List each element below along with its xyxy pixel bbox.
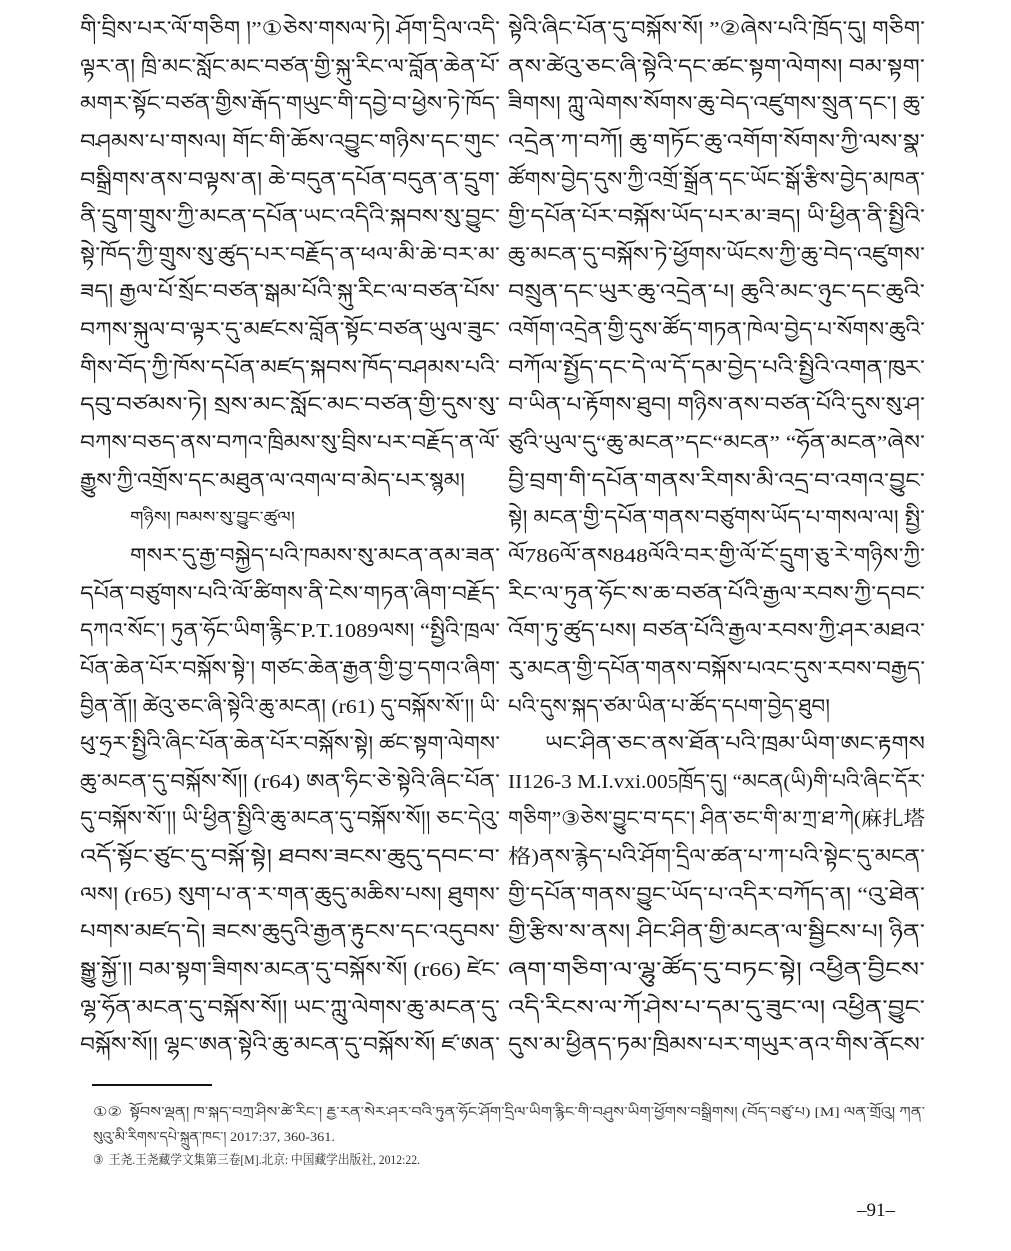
text-line-content: བཀོལ་སྤྱོད་དང་དེ་ལ་དོ་དམ་བྱེད་པའི་སྤྱིའི་འགན་ཁུར་ <box>508 356 925 379</box>
text-line <box>508 538 925 576</box>
text-line <box>508 764 925 802</box>
text-line-content: བ་ཡིན་པ་རྟོགས་ཐུབ། གཉིས་ནས་བཙན་པོའི་དུས་སུ་ཤ་ <box>508 394 925 417</box>
text-line <box>508 651 925 689</box>
text-line-content: དུ་བསྐོས་སོ་།། ཡི་ཕྱིན་སྤྱིའི་ཆུ་མངན་དུ་བསྐོས་སོ།། ཅང་དེའུ་ <box>80 808 500 831</box>
text-line <box>508 350 925 388</box>
text-line-content: སྒྱུ་སྐྱོ་།། བམ་སྟག་ཟིགས་མངན་དུ་བསྐོས་སོ། (r66) ཛེང་ <box>80 959 500 982</box>
text-line <box>508 124 925 162</box>
section-heading <box>130 500 295 538</box>
text-line-content: འདྲེན་ཀ་བཀོ། ཆུ་གཏོང་ཆུ་འགོག་སོགས་ཀྱི་ལས་སྣ་ <box>508 130 925 153</box>
text-line-content: ཟད། རྒྱལ་པོ་སྲོང་བཙན་སྒམ་པོའི་སྐུ་རིང་ལ་བཙན་པོས་ <box>80 281 500 304</box>
text-line-content: རྒྱུས་ཀྱི་འགྲོས་དང་མཐུན་ལ་འགལ་བ་མེད་པར་སྙམ། <box>80 469 465 492</box>
text-line-content: དཔོན་བཙུགས་པའི་ལོ་ཚིགས་ནི་ངེས་གཏན་ཞིག་བརྗོད་ <box>80 582 500 605</box>
text-line-content: བཀས་བཅད་ནས་བཀའ་ཁྲིམས་སུ་བྲིས་པར་བརྗོད་ན་ལོ་ <box>80 432 500 455</box>
text-line <box>80 952 500 990</box>
footnote <box>93 1101 925 1123</box>
text-line-content: བསྐོས་སོ།། ལྷང་ཨན་སྟེའི་ཆུ་མངན་དུ་བསྐོས་སོ། ཛ་ཨན་ <box>80 1034 500 1057</box>
text-line <box>80 801 500 839</box>
text-line-content: མགར་སྟོང་བཙན་གྱིས་རྒོད་གཡུང་གི་དབྱེ་བ་ཕྱེས་ཏེ་ཁོད་ <box>80 93 500 116</box>
text-line <box>508 801 925 839</box>
text-line <box>80 839 500 877</box>
text-line <box>80 613 500 651</box>
text-line-content: བཤམས་པ་གསལ། གོང་གི་ཆོས་འབྱུང་གཉིས་དང་གུང་ <box>80 130 500 153</box>
footnote <box>93 1149 420 1171</box>
text-line-content: ཡང་ཤིན་ཅང་ནས་ཐོན་པའི་ཁྲམ་ཡིག་ཨང་རྟགས <box>545 733 925 756</box>
text-line <box>508 914 925 952</box>
text-line <box>80 689 500 727</box>
text-line-content: ཆུ་མངན་དུ་བསྐོས་ཏེ་ཕྱོགས་ཡོངས་ཀྱི་ཆུ་བེད་འཛུགས་ <box>508 243 925 266</box>
text-line <box>508 1027 925 1065</box>
text-line <box>80 387 500 425</box>
text-line-content: བྱིན་ནོ།། ཚེའུ་ཅང་ཞི་སྟེའི་ཆུ་མངན། (r61) དུ་བསྐོས་སོ་།། ཡི་ <box>80 695 500 718</box>
text-line <box>508 11 925 49</box>
text-line <box>80 764 500 802</box>
text-line <box>508 839 925 877</box>
text-line <box>80 199 500 237</box>
text-line <box>508 952 925 990</box>
footnote-divider <box>92 1084 212 1086</box>
text-line <box>80 463 465 501</box>
text-line <box>80 162 500 200</box>
text-line-content: པགས་མཛད་དེ། ཟངས་ཆུདུའི་རྒྱན་རྟུངས་དང་འདུབས་ <box>80 921 500 944</box>
text-line-content: པའི་དུས་སྐད་ཙམ་ཡིན་པ་ཚོད་དཔག་བྱེད་ཐུབ། <box>508 695 830 718</box>
text-line <box>545 726 925 764</box>
text-line-content: བཀས་སྐུལ་བ་ལྟར་དུ་མཛངས་བློན་སྟོང་བཙན་ཡུལ་ཟུང་ <box>80 319 501 342</box>
text-line <box>80 11 500 49</box>
footnote-text: སུའུ་མི་རིགས་དཔེ་སྐྲུན་ཁང་། 2017:37, 360-361. <box>93 1129 335 1144</box>
text-line <box>80 237 500 275</box>
text-line-content: ལས། (r65) སུག་པ་ན་ར་གན་ཆུདུ་མཆིས་པས། ཐུགས་ <box>80 883 501 906</box>
text-line <box>130 538 500 576</box>
text-line <box>80 274 500 312</box>
paragraph <box>508 726 925 1065</box>
section-heading-text: གཉིས། ཁམས་སུ་བྱུང་ཚུལ། <box>130 510 295 527</box>
paragraph <box>508 11 925 726</box>
text-line <box>508 689 830 727</box>
text-line-content: སྟེ། མངན་གྱི་དཔོན་གནས་བཙུགས་ཡོད་པ་གསལ་ལ། སྤྱི་ <box>508 507 925 530</box>
text-line-content: བསྲུན་དང་ཡུར་ཆུ་འདྲེན་པ། ཆུའི་མང་ཉུང་དང་ཆུའི་ <box>508 281 925 304</box>
text-line <box>508 162 925 200</box>
text-line-content: རུ་མངན་གྱི་དཔོན་གནས་བསྐོས་པའང་དུས་རབས་བརྒྱད་ <box>508 657 925 680</box>
text-line <box>508 500 925 538</box>
text-line <box>508 387 925 425</box>
text-line-content: གིས་བོད་ཀྱི་ཁོས་དཔོན་མཛད་སྐབས་ཁོད་བཤམས་པའི་ <box>80 356 500 379</box>
text-line-content: འདོ་སྟོང་ཙུང་དུ་བསྐོ་སྟེ། ཐབས་ཟངས་ཆུདུ་དབང་བ་ <box>80 846 500 869</box>
footnote-continuation <box>93 1126 335 1148</box>
text-line-content: པོན་ཆེན་པོར་བསྐོས་སྟེ་། གཙང་ཆེན་རྒྱན་གྱི་བྱ་དགའ་ཞིག་ <box>80 657 500 680</box>
text-line <box>508 425 925 463</box>
text-line-content: སྟེ་ཁོད་ཀྱི་གྲུས་སུ་ཚུད་པར་བརྗོད་ན་ཕལ་མི་ཆེ་བར་མ་ <box>80 243 501 266</box>
text-line-content: གཅིག”③ཅེས་བྱུང་བ་དང་། ཤིན་ཅང་གི་མ་ཀྲ་ཐ་ཀེ(麻扎塔 <box>508 808 925 831</box>
text-line <box>508 274 925 312</box>
text-line <box>80 726 500 764</box>
text-line-content: ཆུ་མངན་དུ་བསྐོས་སོ།། (r64) ཨན་ཧིང་ཅེ་སྟེའི་ཞིང་པོན་ <box>80 770 500 793</box>
footnote-marker: ①② <box>93 1104 123 1119</box>
page-number: –91– <box>857 1200 895 1221</box>
text-line <box>80 425 500 463</box>
text-line-content: འོག་ཏུ་ཚུད་པས། བཙན་པོའི་རྒྱལ་རབས་ཀྱི་ཤར་མཐའ་ <box>508 620 925 643</box>
text-line-content: བསྒྲིགས་ནས་བལྟས་ན། ཆེ་བདུན་དཔོན་བདུན་ན་དྲུག་ <box>80 168 500 191</box>
footnote-content <box>93 1149 420 1171</box>
text-line-content: འདི་རིངས་ལ་ཀོ་ཤེས་པ་དམ་དུ་ཟུང་ལ། འཕྱིན་བྱུང་ <box>508 996 925 1019</box>
text-line <box>80 124 500 162</box>
text-line-content: གི་བྲིས་པར་ལོ་གཅིག །”①ཅེས་གསལ་ཏེ། ཤོག་དྲིལ་འདི་ <box>80 18 500 40</box>
text-line-content: ཞག་གཅིག་ལ་ལྷུ་ཚོད་དུ་བཏང་སྟེ། འཕྱིན་བྱིངས་ <box>508 959 925 982</box>
text-line-content: ཕུ་ཧྲར་སྤྱིའི་ཞིང་པོན་ཆེན་པོར་བསྐོས་སྟེ། ཚང་སྟག་ལེགས་ <box>80 733 500 756</box>
text-line-content: སྟེའི་ཞིང་པོན་དུ་བསྐོས་སོ། ”②ཞེས་པའི་ཁྲོད་དུ། གཅིག་ <box>508 18 925 40</box>
text-line <box>508 86 925 124</box>
text-line-content: གྱི་དཔོན་གནས་བྱུང་ཡོད་པ་འདིར་བཀོད་ན། “འུ་ཐེན་ <box>508 883 925 906</box>
text-line-content: ལོ786ལོ་ནས848ལོའི་བར་གྱི་ལོ་ངོ་དྲུག་ཅུ་རེ་གཉིས་ཀྱི་ <box>508 544 925 567</box>
text-line-content: ཟིགས། ཀླུ་ལེགས་སོགས་ཆུ་བེད་འཛུགས་སྲུན་དང་། ཆུ་ <box>508 93 925 116</box>
footnote-marker: ③ <box>93 1152 104 1167</box>
text-line-content: རིང་ལ་ཏུན་ཧོང་ས་ཆ་བཙན་པོའི་རྒྱལ་རབས་ཀྱི་དབང་ <box>508 582 925 605</box>
text-line <box>80 86 500 124</box>
text-line-content: ཚོགས་བྱེད་དུས་ཀྱི་འགྲོ་སྒྲོན་དང་ཡོང་སྒོ་རྩིས་བྱེད་མཁན་ <box>508 168 925 191</box>
text-line <box>508 613 925 651</box>
paragraph <box>80 538 500 1065</box>
text-line <box>508 312 925 350</box>
text-line <box>80 651 500 689</box>
text-line-content: དཀའ་སོང་། ཏུན་ཧོང་ཡིག་རྙིང་P.T.1089ལས། “སྤྱིའི་ཁྲལ་ <box>80 620 501 643</box>
text-line <box>508 237 925 275</box>
footnote-text: སྟོབས་ལྡན། ཁ་སྐད་བཀྲ་ཤིས་ཚེ་རིང་། རྡྱ་རན་སེར་ཤར་བའི་ཏུན་ཧོང་ཤོག་དྲིལ་ཡིག་རྙིང་གི་བཤུས་ཡིག་ཕྱོགས་བསྒྲིགས། (བོད་བཙུ་པ) [M] ལན་གྲོའུ། ཀན་ <box>129 1104 925 1119</box>
text-line-content: ཙུའི་ཡུལ་དུ“ཆུ་མངན”དང“མངན” “ཧོན་མངན”ཞེས་ <box>508 432 925 455</box>
paragraph <box>80 11 500 500</box>
text-line <box>80 877 500 915</box>
text-line-content: II126-3 M.I.vxi.005ཁྲོད་དུ། “མངན(ཡི)གི་པའི་ཞིང་དོར་ <box>508 770 925 793</box>
text-line-content: དབུ་བཙམས་ཏེ། སྲས་མང་སློང་མང་བཙན་གྱི་དུས་སུ་ <box>80 394 500 417</box>
text-line <box>80 312 500 350</box>
text-line-content: 格)ནས་རྙེད་པའི་ཤོག་དྲིལ་ཚན་པ་ཀ་པའི་སྟེང་དུ་མངན་ <box>508 846 925 869</box>
text-line-content: ནས་ཚེའུ་ཅང་ཞི་སྟེའི་དང་ཚང་སྟག་ལེགས། བམ་སྟག་ <box>508 55 925 78</box>
text-line <box>508 576 925 614</box>
text-line <box>508 463 925 501</box>
footnote-content <box>93 1101 925 1123</box>
text-line <box>80 990 500 1028</box>
text-line <box>508 877 925 915</box>
text-line <box>80 914 500 952</box>
text-line-content: གསར་དུ་རྒྱ་བསྐྱེད་པའི་ཁམས་སུ་མངན་ནམ་ཟན་ <box>130 544 500 567</box>
footnote-text: 王尧.王尧藏学文集第三卷[M].北京: 中国藏学出版社, 2012:22. <box>108 1152 420 1167</box>
text-line-content: གྱི་དཔོན་པོར་བསྐོས་ཡོད་པར་མ་ཟད། ཡི་ཕྱིན་ནི་སྤྱིའི་ <box>508 206 925 229</box>
text-line-content: བྱི་བྲག་གི་དཔོན་གནས་རིགས་མི་འདྲ་བ་འགའ་བྱུང་ <box>508 469 925 492</box>
left-column <box>80 11 500 1065</box>
text-line-content: ལྷ་ཧོན་མངན་དུ་བསྐོས་སོ།། ཡང་ཀླུ་ལེགས་ཆུ་མངན་དུ་ <box>80 996 500 1019</box>
text-line <box>508 199 925 237</box>
text-line-content: གྱི་རྩིས་ས་ནས། ཤིང་ཤིན་གྱི་མངན་ལ་སྦྱིངས་པ། ཉིན་ <box>508 921 925 944</box>
text-line <box>80 49 500 87</box>
text-line <box>80 350 500 388</box>
text-line <box>508 49 925 87</box>
text-line <box>508 990 925 1028</box>
text-line <box>80 576 500 614</box>
text-line <box>80 1027 500 1065</box>
text-line-content: འགོག་འདྲེན་གྱི་དུས་ཚོད་གཏན་ཁེལ་བྱེད་པ་སོགས་ཆུའི་ <box>508 319 925 342</box>
text-line-content: དུས་མ་ཕྱིནད་ཏམ་ཁྲིམས་པར་གཡུར་ནའ་གིས་ནོངས་ <box>508 1034 925 1057</box>
text-line-content: ལྟར་ན། ཁྲི་མང་སློང་མང་བཙན་གྱི་སྐུ་རིང་ལ་བློན་ཆེན་པོ་ <box>80 55 501 78</box>
right-column <box>508 11 925 1065</box>
text-line-content: ནི་དྲུག་གྲུས་ཀྱི་མངན་དཔོན་ཡང་འདིའི་སྐབས་སུ་བྱུང་ <box>80 206 501 229</box>
